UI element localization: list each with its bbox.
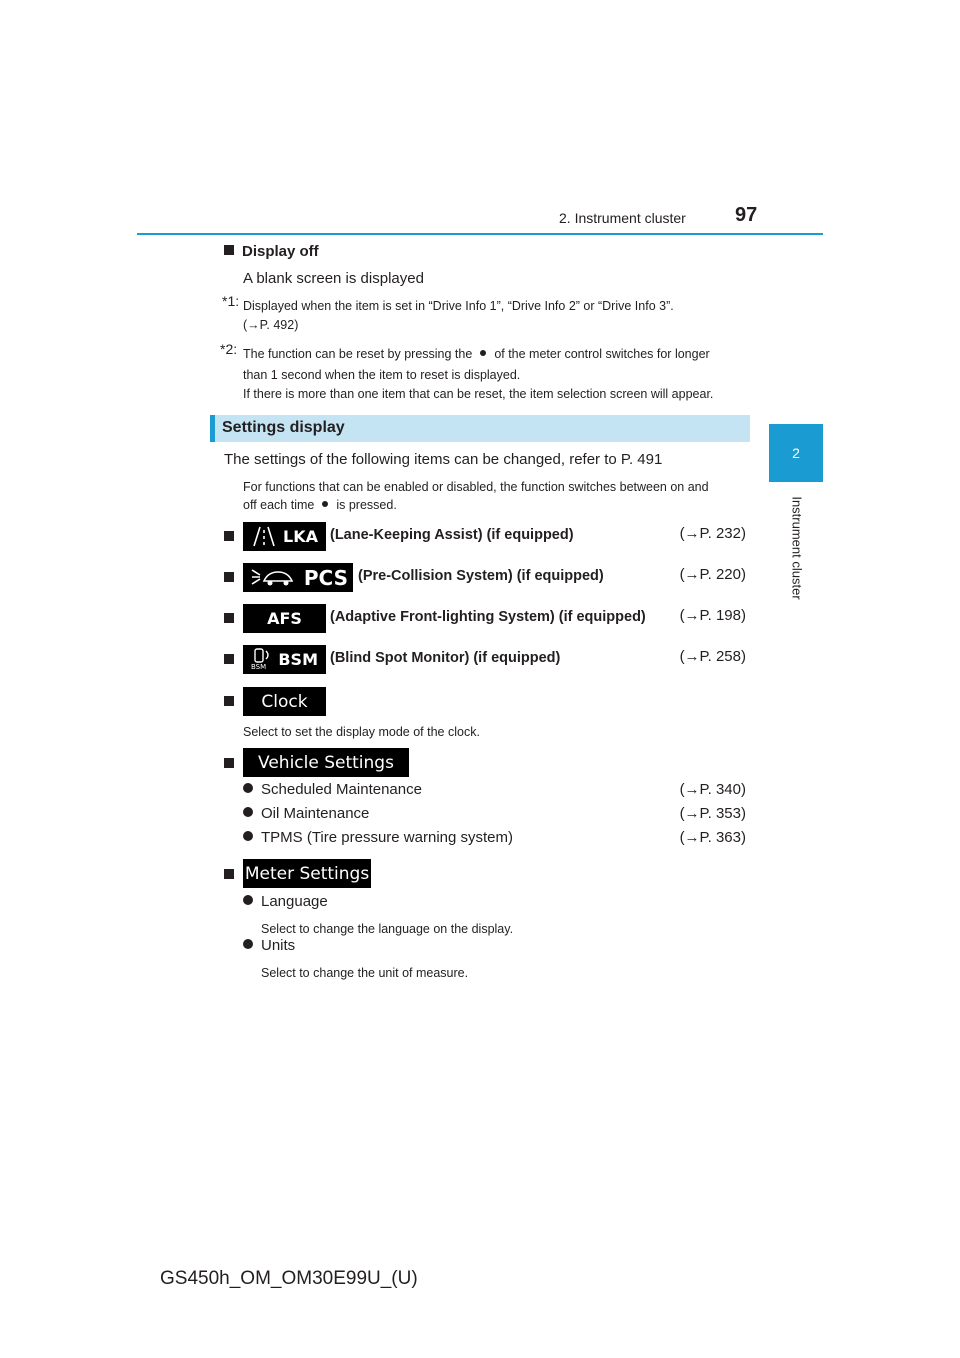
footnote-1-mark: *1: — [222, 293, 240, 309]
language-description: Select to change the language on the display. — [261, 922, 514, 936]
list-item: Scheduled Maintenance — [243, 781, 422, 798]
section-title: Settings display — [222, 419, 345, 436]
header-rule — [137, 233, 823, 235]
square-bullet-icon — [224, 654, 234, 664]
chapter-tab: 2 — [769, 424, 823, 482]
list-item: Oil Maintenance — [243, 805, 369, 822]
clock-display-icon: Clock — [243, 687, 326, 716]
pcs-label: (Pre-Collision System) (if equipped) — [358, 568, 604, 584]
settings-note-line-1: For functions that can be enabled or disabled, the function switches between on and — [243, 480, 709, 494]
document-code-footer: GS450h_OM_OM30E99U_(U) — [160, 1268, 418, 1289]
bsm-label: (Blind Spot Monitor) (if equipped) — [330, 650, 561, 666]
page-number: 97 — [735, 204, 758, 226]
chapter-tab-label: Instrument cluster — [789, 496, 805, 600]
running-header-section: 2. Instrument cluster — [559, 210, 686, 226]
square-bullet-icon — [224, 613, 234, 623]
clock-description: Select to set the display mode of the clock. — [243, 725, 480, 739]
bullet-dot-icon — [243, 783, 253, 793]
bsm-page-ref: (→P. 258) — [679, 648, 746, 665]
bsm-display-icon: BSM BSM — [243, 645, 326, 674]
meter-switch-button-icon — [476, 347, 490, 359]
oil-maintenance-page-ref: (→P. 353) — [679, 805, 746, 822]
lka-page-ref: (→P. 232) — [679, 525, 746, 542]
settings-intro: The settings of the following items can be changed, refer to P. 491 — [224, 451, 663, 468]
afs-page-ref: (→P. 198) — [679, 607, 746, 624]
lane-keeping-icon — [251, 526, 277, 547]
footnote-1-line-1: Displayed when the item is set in “Drive Info 1”, “Drive Info 2” or “Drive Info 3”. — [243, 299, 674, 313]
bullet-dot-icon — [243, 807, 253, 817]
list-item: Language — [243, 893, 328, 910]
afs-label: (Adaptive Front-lighting System) (if equipped) — [330, 609, 646, 625]
pre-collision-icon — [250, 567, 296, 588]
afs-display-icon: AFS — [243, 604, 326, 633]
square-bullet-icon — [224, 531, 234, 541]
square-bullet-icon — [224, 758, 234, 768]
lka-display-icon: LKA — [243, 522, 326, 551]
display-off-text: A blank screen is displayed — [243, 270, 424, 287]
units-description: Select to change the unit of measure. — [261, 966, 469, 980]
footnote-2-line-2: than 1 second when the item to reset is displayed. — [243, 368, 521, 382]
scheduled-maintenance-page-ref: (→P. 340) — [679, 781, 746, 798]
meter-settings-display-icon: Meter Settings — [243, 859, 371, 888]
bullet-dot-icon — [243, 895, 253, 905]
pcs-display-icon: PCS — [243, 563, 353, 592]
square-bullet-icon — [224, 869, 234, 879]
settings-note-line-2: off each time is pressed. — [243, 498, 397, 512]
blind-spot-icon — [251, 647, 273, 664]
square-bullet-icon — [224, 696, 234, 706]
footnote-2-mark: *2: — [220, 341, 238, 357]
footnote-2-line-1: The function can be reset by pressing the of the meter control switches for longer — [243, 347, 710, 361]
lka-label: (Lane-Keeping Assist) (if equipped) — [330, 527, 574, 543]
footnote-1-line-2: (→P. 492) — [243, 318, 299, 332]
bullet-dot-icon — [243, 831, 253, 841]
footnote-2-line-3: If there is more than one item that can be reset, the item selection screen will appear. — [243, 387, 714, 401]
bsm-sub-label: BSM — [251, 663, 267, 671]
tpms-page-ref: (→P. 363) — [679, 829, 746, 846]
meter-switch-button-icon — [318, 498, 332, 510]
display-off-heading: Display off — [224, 243, 319, 260]
square-bullet-icon — [224, 245, 234, 255]
list-item: TPMS (Tire pressure warning system) — [243, 829, 513, 846]
square-bullet-icon — [224, 572, 234, 582]
pcs-page-ref: (→P. 220) — [679, 566, 746, 583]
bullet-dot-icon — [243, 939, 253, 949]
list-item: Units — [243, 937, 295, 954]
vehicle-settings-display-icon: Vehicle Settings — [243, 748, 409, 777]
